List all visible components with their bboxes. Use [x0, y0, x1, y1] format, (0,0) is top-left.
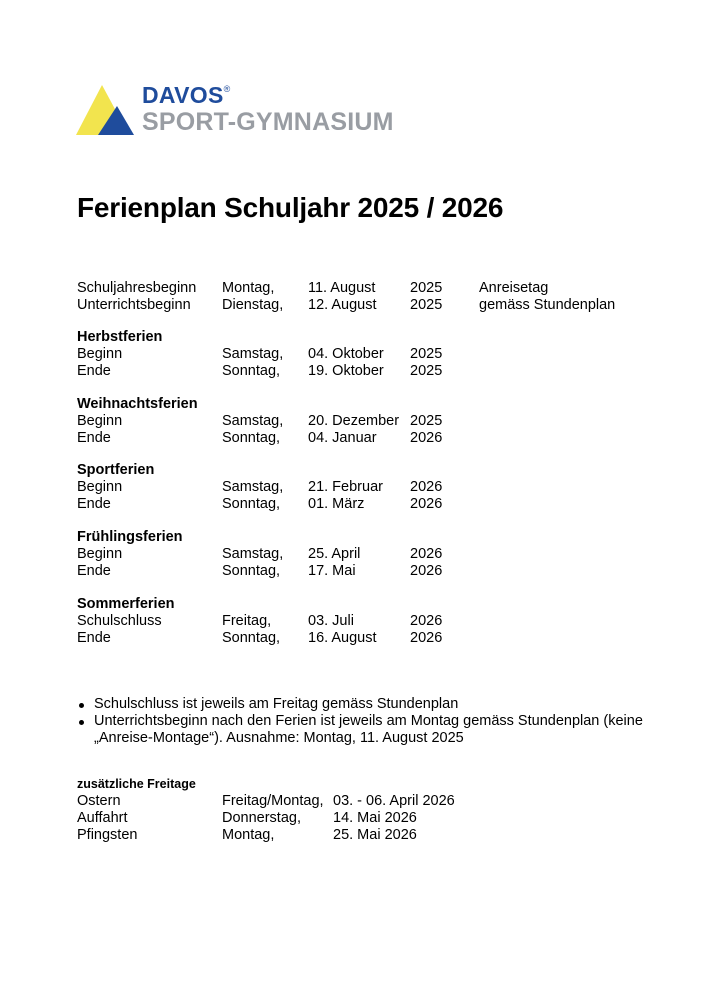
row-date: 11. August [308, 280, 376, 296]
row-year: 2025 [410, 413, 443, 429]
row-weekday: Sonntag, [222, 496, 281, 512]
row-label: Pfingsten [77, 827, 138, 843]
notes-list [77, 696, 677, 747]
row-label: Beginn [77, 413, 123, 429]
holiday-section-heading: Sportferien [77, 462, 155, 478]
row-weekday: Samstag, [222, 479, 284, 495]
row-label: Schuljahresbeginn [77, 280, 197, 296]
row-date: 25. Mai 2026 [333, 827, 417, 843]
row-year: 2026 [410, 479, 443, 495]
bullet-icon [79, 703, 84, 708]
row-label: Ende [77, 496, 111, 512]
logo-line-sport-gymnasium: SPORT-GYMNASIUM [142, 108, 394, 136]
holiday-section-heading: Sommerferien [77, 596, 175, 612]
row-label: Ende [77, 563, 111, 579]
extra-days-heading: zusätzliche Freitage [77, 777, 196, 791]
bullet-icon [79, 720, 84, 725]
row-year: 2025 [410, 363, 443, 379]
row-date: 01. März [308, 496, 365, 512]
row-label: Ende [77, 630, 111, 646]
row-weekday: Sonntag, [222, 363, 281, 379]
row-date: 04. Oktober [308, 346, 384, 362]
row-weekday: Montag, [222, 280, 275, 296]
row-year: 2026 [410, 563, 443, 579]
row-year: 2025 [410, 297, 443, 313]
row-weekday: Freitag, [222, 613, 272, 629]
note-item: Unterrichtsbeginn nach den Ferien ist jeweils am Montag gemäss Stundenplan (keine „Anreise-Montage“). Ausnahme: Montag, 11. August 2025 [77, 713, 677, 747]
row-label: Auffahrt [77, 810, 128, 826]
row-date: 25. April [308, 546, 361, 562]
row-label: Ende [77, 430, 111, 446]
row-label: Ostern [77, 793, 121, 809]
row-year: 2026 [410, 546, 443, 562]
school-logo [76, 84, 406, 138]
row-year: 2026 [410, 430, 443, 446]
row-year: 2026 [410, 496, 443, 512]
row-weekday: Montag, [222, 827, 275, 843]
holiday-section-heading: Herbstferien [77, 329, 163, 345]
row-label: Ende [77, 363, 111, 379]
row-weekday: Freitag/Montag, [222, 793, 324, 809]
holiday-section-heading: Weihnachtsferien [77, 396, 198, 412]
row-label: Beginn [77, 346, 123, 362]
row-date: 19. Oktober [308, 363, 384, 379]
row-year: 2025 [410, 346, 443, 362]
row-date: 03. Juli [308, 613, 354, 629]
row-weekday: Sonntag, [222, 630, 281, 646]
row-weekday: Samstag, [222, 346, 284, 362]
row-label: Unterrichtsbeginn [77, 297, 191, 313]
row-date: 20. Dezember [308, 413, 400, 429]
row-weekday: Dienstag, [222, 297, 284, 313]
row-date: 17. Mai [308, 563, 356, 579]
row-weekday: Sonntag, [222, 430, 281, 446]
row-date: 04. Januar [308, 430, 377, 446]
row-year: 2026 [410, 613, 443, 629]
row-note: gemäss Stundenplan [479, 297, 616, 313]
logo-line-davos: DAVOS® [142, 82, 231, 108]
row-year: 2025 [410, 280, 443, 296]
logo-triangles-icon [76, 84, 136, 136]
row-label: Beginn [77, 546, 123, 562]
page-title: Ferienplan Schuljahr 2025 / 2026 [77, 192, 504, 223]
row-date: 12. August [308, 297, 377, 313]
row-label: Schulschluss [77, 613, 162, 629]
row-date: 16. August [308, 630, 377, 646]
row-label: Beginn [77, 479, 123, 495]
holiday-section-heading: Frühlingsferien [77, 529, 183, 545]
row-year: 2026 [410, 630, 443, 646]
row-weekday: Donnerstag, [222, 810, 301, 826]
row-weekday: Samstag, [222, 413, 284, 429]
row-weekday: Sonntag, [222, 563, 281, 579]
row-date: 03. - 06. April 2026 [333, 793, 455, 809]
row-weekday: Samstag, [222, 546, 284, 562]
row-date: 14. Mai 2026 [333, 810, 417, 826]
note-item: Schulschluss ist jeweils am Freitag gemäss Stundenplan [77, 696, 677, 713]
row-date: 21. Februar [308, 479, 383, 495]
row-note: Anreisetag [479, 280, 549, 296]
